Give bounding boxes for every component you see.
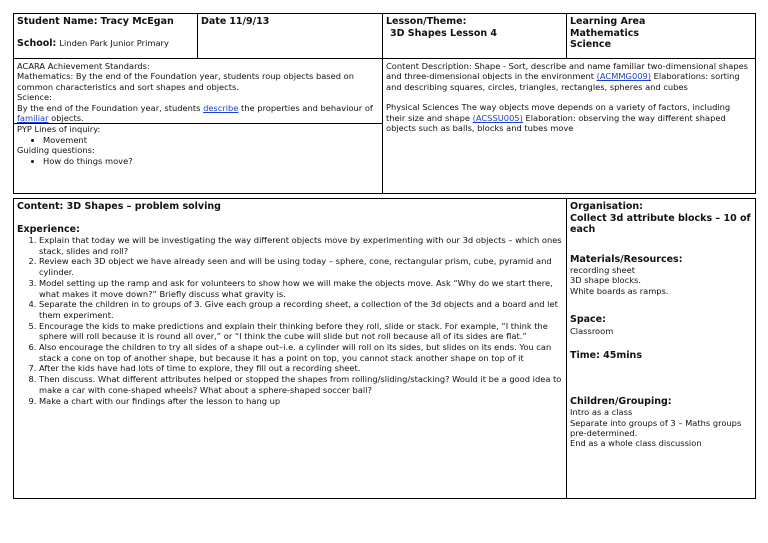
materials-title: Materials/Resources:	[570, 253, 683, 265]
pyp-item: • Movement	[43, 135, 379, 145]
children-item: End as a whole class discussion	[570, 438, 702, 449]
organisation-title: Organisation:	[570, 201, 643, 212]
learning-area-cell	[567, 14, 756, 59]
student-name: Tracy McEgan	[100, 16, 174, 27]
school-label: School:	[17, 37, 57, 49]
standards-math: Mathematics: By the end of the Foundation year, students roup objects based on common characteristics and sort shapes and objects.	[17, 71, 354, 92]
step-5: 5. Encourage the kids to make predictions and explain their thinking before they roll, slide or stack. For example, “I think the sphere will roll because it is round all over,” or “I think the cube will slide but not roll because all of its sides are flat.”	[39, 321, 563, 342]
step-2: 2. Review each 3D object we have already seen and will be using today – sphere, cone, rectangular prism, cube, pyramid and cylinder.	[39, 256, 563, 277]
learning-area-science: Science	[570, 39, 612, 50]
learning-area-label: Learning Area	[570, 16, 646, 27]
content-table	[13, 198, 756, 499]
content-cell	[14, 199, 567, 499]
children-item: Intro as a class	[570, 407, 633, 418]
material-item: 3D shape blocks.	[570, 275, 641, 286]
learning-area-math: Mathematics	[570, 27, 640, 39]
material-item: White boards as ramps.	[570, 285, 669, 296]
lesson-plan-document	[13, 13, 755, 499]
experience-label: Experience:	[17, 223, 80, 235]
header-table	[13, 13, 756, 194]
student-cell	[14, 14, 198, 59]
content-title: Content: 3D Shapes – problem solving	[17, 201, 221, 212]
content-description-cell	[383, 59, 756, 194]
date-cell	[198, 14, 383, 59]
header-row	[14, 14, 756, 59]
space-value: Classroom	[570, 325, 614, 336]
school-name: Linden Park Junior Primary	[59, 37, 169, 48]
standards-row	[14, 59, 756, 194]
time-text: Time: 45mins	[570, 350, 642, 362]
pyp-list	[17, 135, 379, 145]
guiding-list	[17, 156, 379, 166]
step-3: 3. Model setting up the ramp and ask for volunteers to show how we will make the objects move. Ask “Why do we start there, what makes it move down?” Briefly discuss what gravity is.	[39, 278, 563, 299]
steps-list	[17, 235, 563, 406]
standards-science: By the end of the Foundation year, students describe the properties and behaviour of familiar objects.	[17, 102, 373, 124]
step-8: 8. Then discuss. What different attributes helped or stopped the shapes from rolling/sliding/stacking? Would it be a good idea to make a car with cone-shaped wheels? What about a sphere-shaped soccer ball?	[39, 374, 563, 395]
content-description-maths: Content Description: Shape - Sort, describe and name familiar two-dimensional shapes and three-dimensional objects in the environment (ACMMG009) Elaborations: sorting and describing squares, circles, triangles, rectangles, spheres and cubes	[386, 61, 749, 92]
familiar-link[interactable]: familiar	[17, 113, 49, 124]
children-title: Children/Grouping:	[570, 395, 672, 407]
acmmg009-link[interactable]: (ACMMG009)	[596, 71, 652, 82]
material-item: recording sheet	[570, 265, 636, 275]
step-1: 1. Explain that today we will be investigating the way different objects move by experimenting with our 3d objects – which ones stack, slides and roll?	[39, 235, 563, 256]
content-row	[14, 199, 756, 499]
standards-title: ACARA Achievement Standards:	[17, 61, 150, 71]
student-label: Student Name:	[17, 16, 98, 27]
step-4: 4. Separate the children in to groups of 3. Give each group a recording sheet, a collection of the 3d objects and a board and let them experiment.	[39, 299, 563, 320]
guiding-item: • How do things move?	[43, 156, 379, 166]
date-value: 11/9/13	[229, 16, 270, 27]
step-9: 9. Make a chart with our findings after the lesson to hang up	[39, 396, 563, 407]
space-title: Space:	[570, 314, 606, 326]
organisation-cell	[567, 199, 756, 499]
children-item: Separate into groups of 3 – Maths groups pre-determined.	[570, 417, 742, 438]
standards-science-label: Science:	[17, 92, 52, 103]
date-label: Date	[201, 16, 227, 27]
content-description-science: Physical Sciences The way objects move depends on a variety of factors, including their size and shape (ACSSU005) Elaboration: observing the way different shaped objects such as balls, blocks and tubes move	[386, 102, 731, 134]
guiding-title: Guiding questions:	[17, 145, 95, 156]
step-7: 7. After the kids have had lots of time to explore, they fill out a recording sheet.	[39, 363, 563, 374]
organisation-value: Collect 3d attribute blocks – 10 of each	[570, 212, 751, 235]
pyp-section	[14, 123, 382, 166]
standards-cell	[14, 59, 383, 194]
describe-link[interactable]: describe	[203, 102, 239, 113]
acssu005-link[interactable]: (ACSSU005)	[472, 112, 523, 123]
lesson-cell	[383, 14, 567, 59]
pyp-title: PYP Lines of inquiry:	[17, 124, 101, 135]
lesson-value: 3D Shapes Lesson 4	[390, 27, 498, 39]
lesson-label: Lesson/Theme:	[386, 16, 467, 27]
step-6: 6. Also encourage the children to try all sides of a shape out–i.e. a cylinder will roll on its sides, but slides on its ends. You can stack a cone on top of another shape, but because it has a point on top, you cannot stack another shape on top of it	[39, 342, 563, 363]
